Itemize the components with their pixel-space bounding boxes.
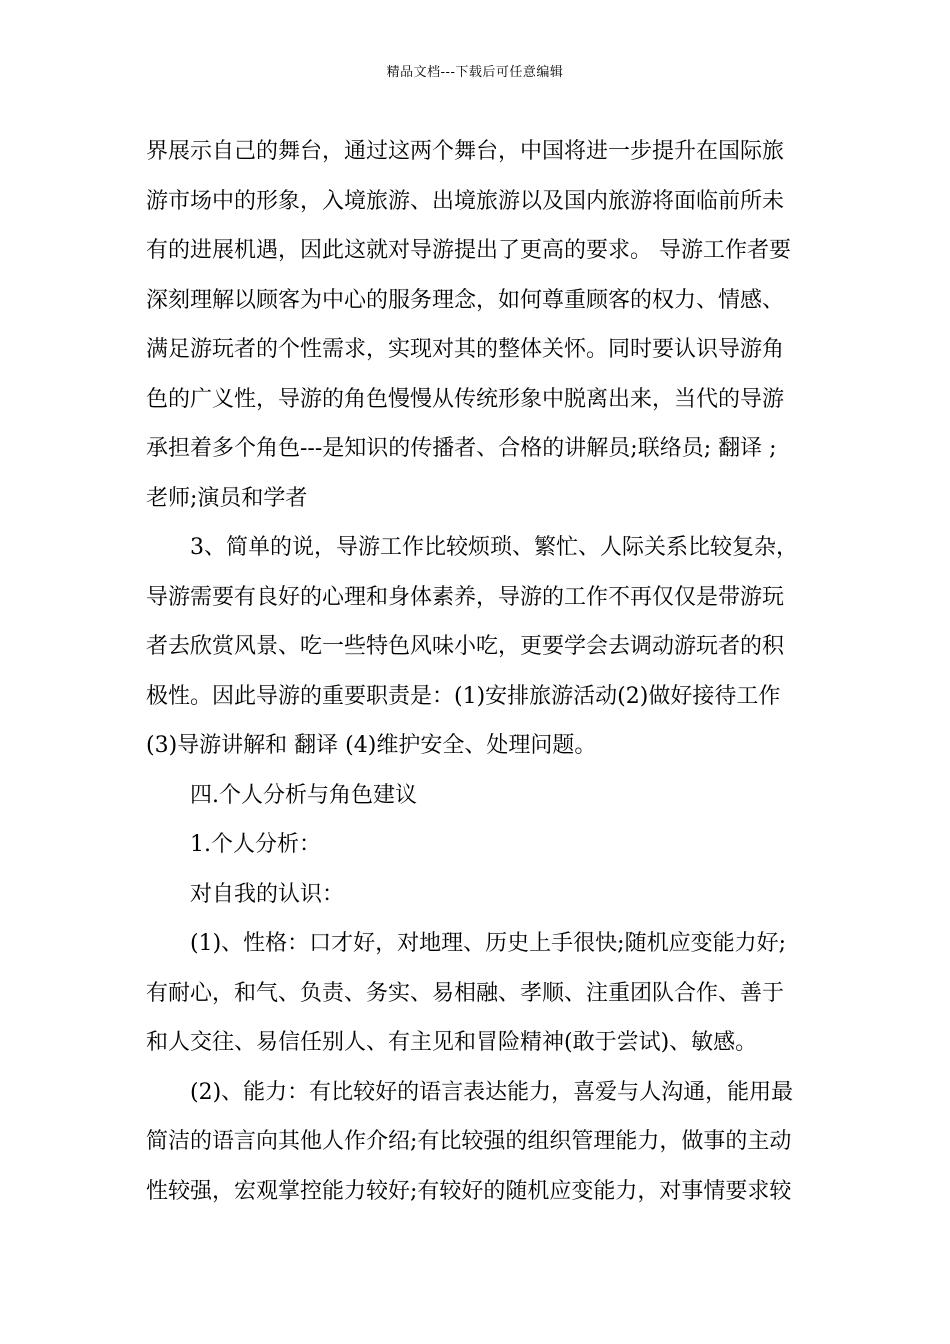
text-line: 3、简单的说，导游工作比较烦琐、繁忙、人际关系比较复杂，: [190, 535, 798, 560]
text-line: 1.个人分析：: [190, 832, 321, 857]
text-line: (3)导游讲解和 翻译 (4)维护安全、处理问题。: [146, 733, 597, 758]
text-line: 色的广义性，导游的角色慢慢从传统形象中脱离出来，当代的导游: [146, 386, 785, 412]
document-body: [146, 127, 816, 1216]
text-line: 简洁的语言向其他人作介绍;有比较强的组织管理能力，做事的主动: [146, 1129, 792, 1154]
text-line: (1)、性格：口才好，对地理、历史上手很快;随机应变能力好;: [190, 931, 786, 956]
text-line: 和人交往、易信任别人、有主见和冒险精神(敢于尝试)、敏感。: [146, 1030, 758, 1055]
text-line: 满足游玩者的个性需求，实现对其的整体关怀。同时要认识导游角: [146, 337, 785, 362]
text-line: (2)、能力：有比较好的语言表达能力，喜爱与人沟通，能用最: [190, 1079, 794, 1105]
text-line: 者去欣赏风景、吃一些特色风味小吃，更要学会去调动游玩者的积: [146, 634, 785, 659]
text-line: 极性。因此导游的重要职责是：(1)安排旅游活动(2)做好接待工作: [146, 683, 781, 709]
text-line: 四.个人分析与角色建议: [190, 782, 417, 808]
text-line: 对自我的认识：: [190, 881, 345, 907]
text-line: 有耐心，和气、负责、务实、易相融、孝顺、注重团队合作、善于: [146, 980, 785, 1006]
text-line: 深刻理解以顾客为中心的服务理念，如何尊重顾客的权力、情感、: [146, 287, 785, 313]
text-line: 老师;演员和学者: [146, 485, 308, 511]
text-line: 界展示自己的舞台，通过这两个舞台，中国将进一步提升在国际旅: [146, 139, 785, 164]
text-line: 性较强，宏观掌控能力较好;有较好的随机应变能力，对事情要求较: [146, 1178, 792, 1204]
text-line: 游市场中的形象，入境旅游、出境旅游以及国内旅游将面临前所未: [146, 188, 785, 214]
text-line: 承担着多个角色---是知识的传播者、合格的讲解员;联络员; 翻译 ;: [146, 436, 777, 461]
text-line: 导游需要有良好的心理和身体素养，导游的工作不再仅仅是带游玩: [146, 584, 785, 610]
page-header: 精品文档---下载后可任意编辑: [386, 65, 564, 80]
text-line: 有的进展机遇，因此这就对导游提出了更高的要求。 导游工作者要: [146, 238, 791, 263]
